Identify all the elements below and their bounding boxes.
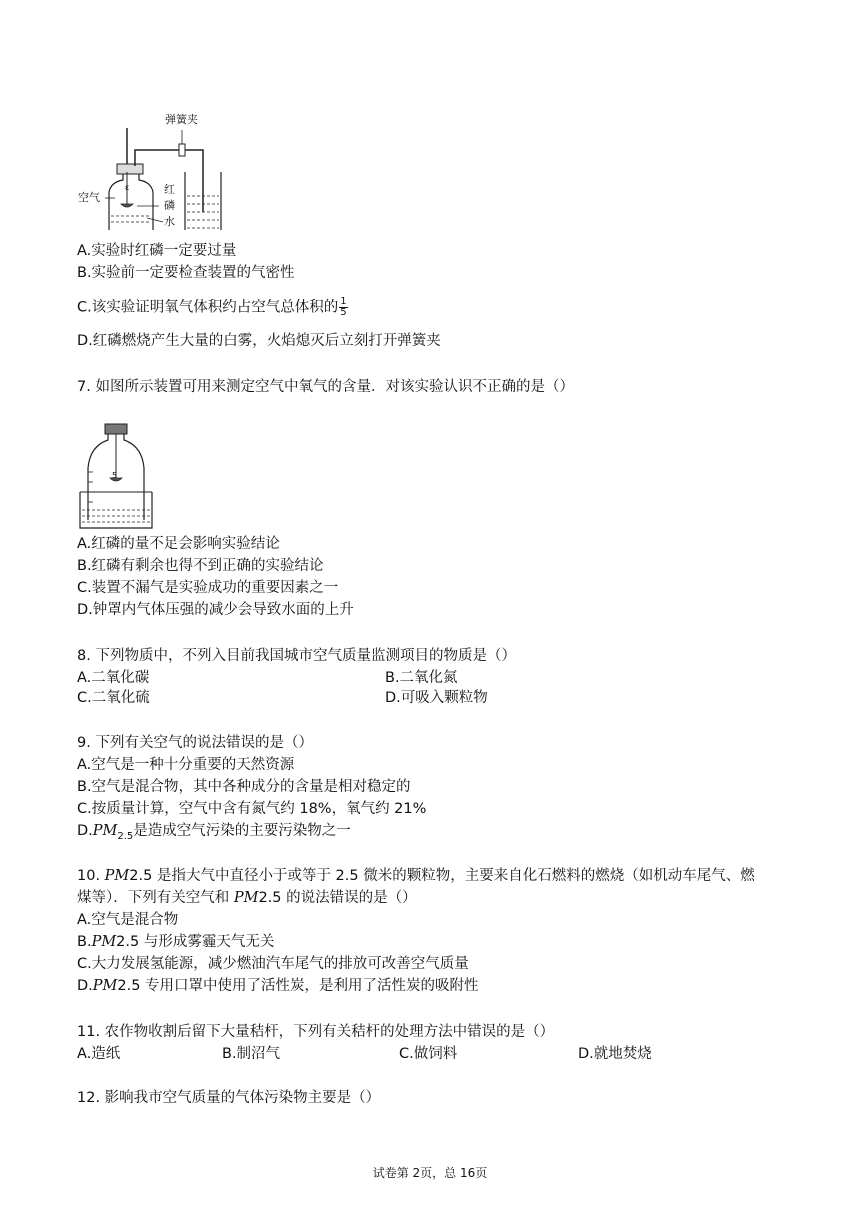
q11-stem: 11. 农作物收割后留下大量秸杆，下列有关秸杆的处理方法中错误的是（）: [77, 1024, 555, 1040]
q10-option-d-letter: D.: [77, 978, 93, 994]
q10-option-a: A.空气是混合物: [77, 912, 179, 928]
q11-option-b: B.制沼气: [222, 1046, 281, 1062]
q6-option-a: A.实验时红磷一定要过量: [77, 243, 237, 259]
fraction-denominator: 5: [340, 307, 347, 318]
q10-pm-symbol-4: PM: [92, 978, 118, 994]
page-footer: 试卷第 2页，总 16页: [372, 1166, 488, 1180]
q10-option-d: [77, 976, 479, 996]
q9-pm-subscript: 2.5: [117, 830, 134, 842]
q10-stem-line-1: [77, 866, 755, 886]
q9-option-d-letter: D.: [77, 823, 93, 839]
svg-text:ε: ε: [125, 183, 130, 192]
q10-option-d-text: 2.5 专用口罩中使用了活性炭，是利用了活性炭的吸附性: [117, 978, 479, 994]
q10-option-b-text: 2.5 与形成雾霾天气无关: [116, 934, 275, 950]
q7-stem: 7. 如图所示装置可用来测定空气中氧气的含量．对该实验认识不正确的是（）: [77, 379, 574, 395]
q7-option-b: B.红磷有剩余也得不到正确的实验结论: [77, 558, 324, 574]
q10-option-b: [77, 932, 274, 952]
q8-option-a: A.二氧化碳: [77, 670, 150, 686]
q9-pm-symbol: PM: [92, 823, 118, 839]
q6-option-c: [77, 297, 348, 318]
q11-option-a: A.造纸: [77, 1046, 121, 1062]
q6-option-d: D.红磷燃烧产生大量的白雾，火焰熄灭后立刻打开弹簧夹: [77, 333, 441, 349]
q10-stem-text-2: 煤等）．下列有关空气和: [77, 890, 234, 906]
q6-option-b: B.实验前一定要检查装置的气密性: [77, 265, 295, 281]
q10-stem-text-1: 2.5 是指大气中直径小于或等于 2.5 微米的颗粒物，主要来自化石燃料的燃烧（如机动车尾气、燃: [129, 868, 755, 884]
label-water: 水: [164, 215, 175, 228]
q10-pm-symbol-3: PM: [91, 934, 117, 950]
q10-number: 10.: [77, 868, 105, 884]
q10-option-c: C.大力发展氢能源，减少燃油汽车尾气的排放可改善空气质量: [77, 956, 469, 972]
q9-option-a: A.空气是一种十分重要的天然资源: [77, 757, 295, 773]
q8-option-c: C.二氧化硫: [77, 690, 150, 706]
q10-pm-symbol: PM: [104, 868, 130, 884]
q11-option-c: C.做饲料: [399, 1046, 458, 1062]
q9-option-c: C.按质量计算，空气中含有氮气约 18%，氧气约 21%: [77, 801, 427, 817]
q8-option-b: B.二氧化氮: [385, 670, 458, 686]
q10-option-b-letter: B.: [77, 934, 92, 950]
label-air: 空气: [78, 191, 100, 204]
q9-stem: 9. 下列有关空气的说法错误的是（）: [77, 735, 313, 751]
q8-stem: 8. 下列物质中，不列入目前我国城市空气质量监测项目的物质是（）: [77, 648, 516, 664]
q7-option-a: A.红磷的量不足会影响实验结论: [77, 536, 280, 552]
q9-option-d-text: 是造成空气污染的主要污染物之一: [133, 823, 351, 839]
fraction-one-fifth: [339, 297, 347, 318]
label-red: 红: [164, 183, 175, 196]
q9-option-d: [77, 821, 351, 847]
q6-option-c-text: C.该实验证明氧气体积约占空气总体积的: [77, 299, 339, 316]
q7-option-d: D.钟罩内气体压强的减少会导致水面的上升: [77, 602, 354, 618]
q9-option-b: B.空气是混合物，其中各种成分的含量是相对稳定的: [77, 779, 411, 795]
q7-figure-label: 5: [112, 471, 118, 480]
q8-option-d: D.可吸入颗粒物: [385, 690, 488, 706]
apparatus-figure-2-bell-jar: [78, 420, 158, 530]
q10-stem-text-3: 2.5 的说法错误的是（）: [258, 890, 417, 906]
q7-option-c: C.装置不漏气是实验成功的重要因素之一: [77, 580, 339, 596]
apparatus-figure-1: [75, 110, 235, 230]
q10-pm-symbol-2: PM: [233, 890, 259, 906]
q12-stem: 12. 影响我市空气质量的气体污染物主要是（）: [77, 1090, 381, 1106]
q11-option-d: D.就地焚烧: [578, 1046, 652, 1062]
label-phosphorus: 磷: [164, 199, 175, 212]
q10-stem-line-2: [77, 888, 417, 908]
label-spring-clip: 弹簧夹: [165, 113, 198, 126]
fraction-numerator: 1: [340, 296, 347, 307]
